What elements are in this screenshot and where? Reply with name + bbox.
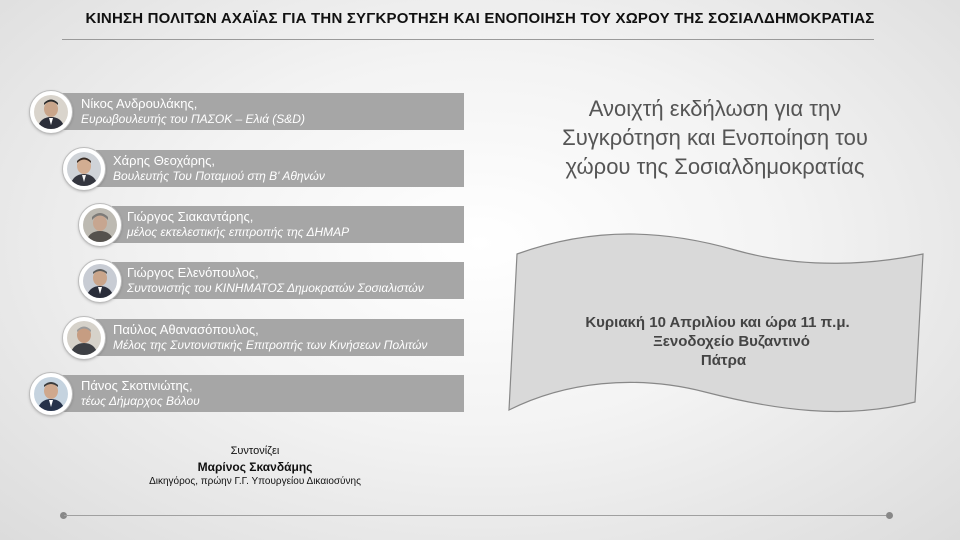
moderator-role: Δικηγόρος, πρώην Γ.Γ. Υπουργείου Δικαιοσύνης xyxy=(149,476,361,487)
speaker-name: Χάρης Θεοχάρης, xyxy=(113,153,215,168)
speaker-photo-4 xyxy=(79,260,121,302)
event-title-line: Ανοιχτή εκδήλωση για την xyxy=(588,96,842,121)
speaker-bar-6 xyxy=(56,375,464,412)
speaker-name: Νίκος Ανδρουλάκης, xyxy=(81,96,198,111)
event-title xyxy=(510,94,920,181)
header-title: ΚΙΝΗΣΗ ΠΟΛΙΤΩΝ ΑΧΑΪΑΣ ΓΙΑ ΤΗΝ ΣΥΓΚΡΟΤΗΣΗ ΚΑΙ ΕΝΟΠΟΙΗΣΗ ΤΟΥ ΧΩΡΟΥ ΤΗΣ ΣΟΣΙΑΛΔΗΜΟΚΡΑΤΙΑΣ xyxy=(85,10,875,27)
speaker-role: Μέλος της Συντονιστικής Επιτροπής των Κινήσεων Πολιτών xyxy=(113,338,428,352)
speaker-bar-2 xyxy=(96,150,464,187)
speaker-bar-3 xyxy=(112,206,464,243)
speaker-role: μέλος εκτελεστικής επιτροπής της ΔΗΜΑΡ xyxy=(127,225,350,239)
event-city: Πάτρα xyxy=(700,352,747,369)
speaker-name: Γιώργος Ελενόπουλος, xyxy=(127,265,259,280)
speaker-name: Παύλος Αθανασόπουλος, xyxy=(113,322,259,337)
event-details-banner xyxy=(505,232,930,422)
speaker-photo-2 xyxy=(63,148,105,190)
speaker-bar-1 xyxy=(56,93,464,130)
bottom-divider xyxy=(64,515,886,516)
speaker-photo-3 xyxy=(79,204,121,246)
speaker-name: Γιώργος Σιακαντάρης, xyxy=(127,209,254,224)
speaker-role: τέως Δήμαρχος Βόλου xyxy=(81,394,200,408)
speaker-bar-5 xyxy=(96,319,464,356)
moderator-name: Μαρίνος Σκανδάμης xyxy=(197,460,313,474)
speaker-name: Πάνος Σκοτινιώτης, xyxy=(81,378,193,393)
event-venue: Ξενοδοχείο Βυζαντινό xyxy=(653,333,810,350)
speaker-photo-1 xyxy=(30,91,72,133)
divider-end-dot xyxy=(886,512,893,519)
event-date-time: Κυριακή 10 Απριλίου και ώρα 11 π.μ. xyxy=(585,314,850,331)
speaker-role: Βουλευτής Του Ποταμιού στη Β' Αθηνών xyxy=(113,169,325,183)
event-title-line: Συγκρότηση και Ενοποίηση του xyxy=(562,125,868,150)
moderator-label: Συντονίζει xyxy=(230,445,280,457)
event-title-line: χώρου της Σοσιαλδημοκρατίας xyxy=(565,154,865,179)
speaker-bar-4 xyxy=(112,262,464,299)
speaker-photo-6 xyxy=(30,373,72,415)
speaker-role: Ευρωβουλευτής του ΠΑΣΟΚ – Ελιά (S&D) xyxy=(81,112,305,126)
top-divider xyxy=(62,39,874,40)
speaker-photo-5 xyxy=(63,317,105,359)
speaker-role: Συντονιστής του ΚΙΝΗΜΑΤΟΣ Δημοκρατών Σοσιαλιστών xyxy=(127,281,424,295)
